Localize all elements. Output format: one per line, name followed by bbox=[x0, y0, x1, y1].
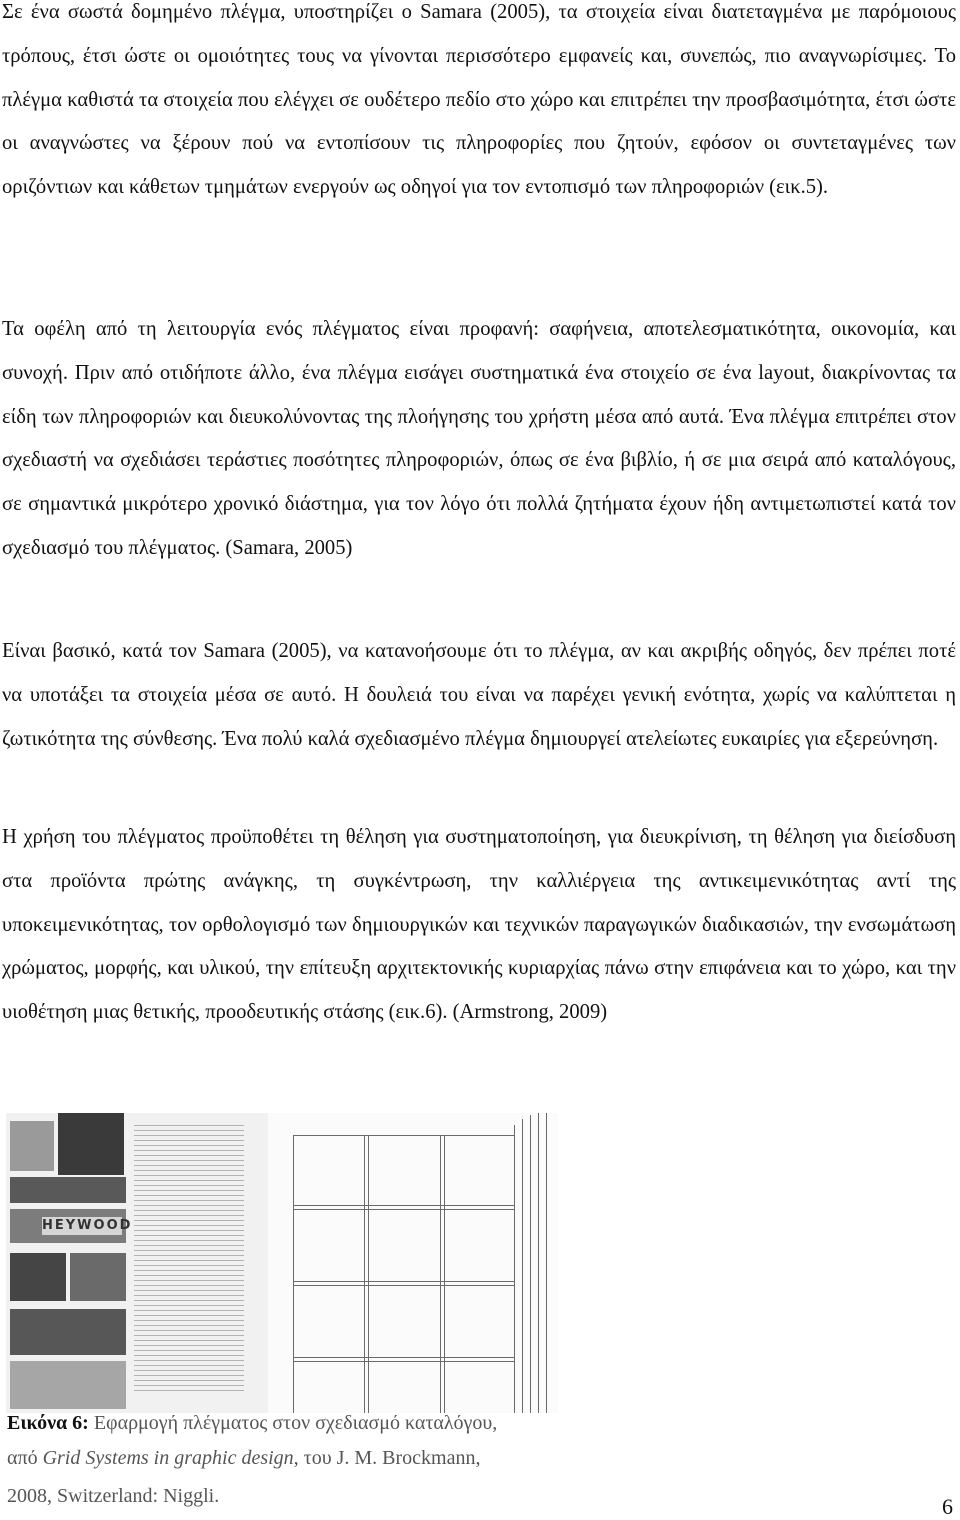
catalogue-photo bbox=[70, 1253, 126, 1301]
catalogue-photo bbox=[10, 1361, 126, 1409]
grid-line bbox=[293, 1357, 515, 1358]
grid-line bbox=[293, 1281, 515, 1282]
catalogue-spread-image bbox=[6, 1113, 268, 1413]
figure-caption-label: Εικόνα 6: bbox=[7, 1412, 89, 1434]
grid-line bbox=[522, 1119, 523, 1413]
figure-6-image bbox=[6, 1113, 558, 1413]
grid-line bbox=[444, 1135, 445, 1413]
caption-text: Εφαρμογή πλέγματος στον σχεδιασμό καταλόγου, bbox=[88, 1412, 498, 1434]
grid-line bbox=[538, 1113, 539, 1413]
figure-caption-line-3: 2008, Switzerland: Niggli. bbox=[7, 1485, 220, 1507]
grid-line bbox=[293, 1209, 515, 1210]
catalogue-photo bbox=[58, 1113, 124, 1175]
paragraph-4: Η χρήση του πλέγματος προϋποθέτει τη θέληση για συστηματοποίηση, για διευκρίνιση, τη θέληση για διείσδυση στα προϊόντα πρώτης ανάγκης, τη συγκέντρωση, την καλλιέργεια της αντικειμενικότητας αντί της υποκειμενικότητας, τον ορθολογισμό των δημιουργικών και τεχνικών παραγωγικών διαδικασιών, την ενσωμάτωση χρώματος, μορφής, και υλικού, την επίτευξη αρχιτεκτονικής κυριαρχίας πάνω στην επιφάνεια και το χώρο, και την υιοθέτηση μιας θετικής, προοδευτικής στάσης (εικ.6). (Armstrong, 2009) bbox=[2, 826, 956, 1024]
catalogue-photo bbox=[10, 1121, 54, 1171]
heywood-sign: HEYWOOD bbox=[42, 1218, 133, 1233]
caption-book-title: Grid Systems in graphic design bbox=[42, 1447, 294, 1469]
catalogue-photo bbox=[10, 1253, 66, 1301]
grid-line bbox=[293, 1135, 515, 1136]
page-number: 6 bbox=[942, 1494, 953, 1519]
grid-line bbox=[440, 1135, 441, 1413]
grid-line bbox=[293, 1205, 515, 1206]
paragraph-3: Είναι βασικό, κατά τον Samara (2005), να κατανοήσουμε ότι το πλέγμα, αν και ακριβής οδηγός, δεν πρέπει ποτέ να υποτάξει τα στοιχεία μέσα σε αυτό. Η δουλειά του είναι να παρέχει γενική ενότητα, χωρίς να καλύπτεται η ζωτικότητα της σύνθεσης. Ένα πολύ καλά σχεδιασμένο πλέγμα δημιουργεί ατελείωτες ευκαιρίες για εξερεύνηση. bbox=[2, 640, 956, 750]
grid-line bbox=[530, 1115, 531, 1413]
grid-line bbox=[293, 1361, 515, 1362]
grid-line bbox=[293, 1285, 515, 1286]
catalogue-photo bbox=[10, 1177, 126, 1203]
grid-line bbox=[368, 1135, 369, 1413]
grid-line bbox=[364, 1135, 365, 1413]
caption-text: από bbox=[7, 1447, 43, 1469]
grid-line bbox=[293, 1135, 294, 1413]
catalogue-photo bbox=[10, 1309, 126, 1355]
grid-line bbox=[514, 1125, 515, 1413]
paragraph-1: Σε ένα σωστά δομημένο πλέγμα, υποστηρίζει ο Samara (2005), τα στοιχεία είναι διατεταγμένα με παρόμοιους τρόπους, έτσι ώστε οι ομοιότητες τους να γίνονται περισσότερο εμφανείς και, συνεπώς, πιο αναγνωρίσιμες. Το πλέγμα καθιστά τα στοιχεία που ελέγχει σε ουδέτερο πεδίο στο χώρο και επιτρέπει την προσβασιμότητα, έτσι ώστε οι αναγνώστες να ξέρουν πού να εντοπίσουν τις πληροφορίες που ζητούν, εφόσον οι συντεταγμένες των οριζόντιων και κάθετων τμημάτων ενεργούν ως οδηγοί για τον εντοπισμό των πληροφοριών (εικ.5). bbox=[2, 1, 956, 199]
figure-caption-line-1 bbox=[7, 1412, 567, 1435]
paragraph-2: Τα οφέλη από τη λειτουργία ενός πλέγματος είναι προφανή: σαφήνεια, αποτελεσματικότητα, οικονομία, και συνοχή. Πριν από οτιδήποτε άλλο, ένα πλέγμα εισάγει συστηματικά ένα στοιχείο σε ένα layout, διακρίνοντας τα είδη των πληροφοριών και διευκολύνοντας της πλοήγησης του χρήστη μέσα από αυτά. Ένα πλέγμα επιτρέπει στον σχεδιαστή να σχεδιάσει τεράστιες ποσότητες πληροφοριών, όπως σε ένα βιβλίο, ή σε μια σειρά από καταλόγους, σε σημαντικά μικρότερο χρονικό διάστημα, για τον λόγο ότι πολλά ζητήματα έχουν ήδη αντιμετωπιστεί κατά τον σχεδιασμό του πλέγματος. (Samara, 2005) bbox=[2, 318, 956, 559]
grid-line bbox=[546, 1113, 547, 1413]
grid-diagram bbox=[268, 1113, 558, 1413]
caption-text: , του J. M. Brockmann, bbox=[293, 1447, 481, 1469]
figure-caption-line-2 bbox=[7, 1447, 567, 1470]
catalogue-text-column bbox=[134, 1125, 244, 1395]
